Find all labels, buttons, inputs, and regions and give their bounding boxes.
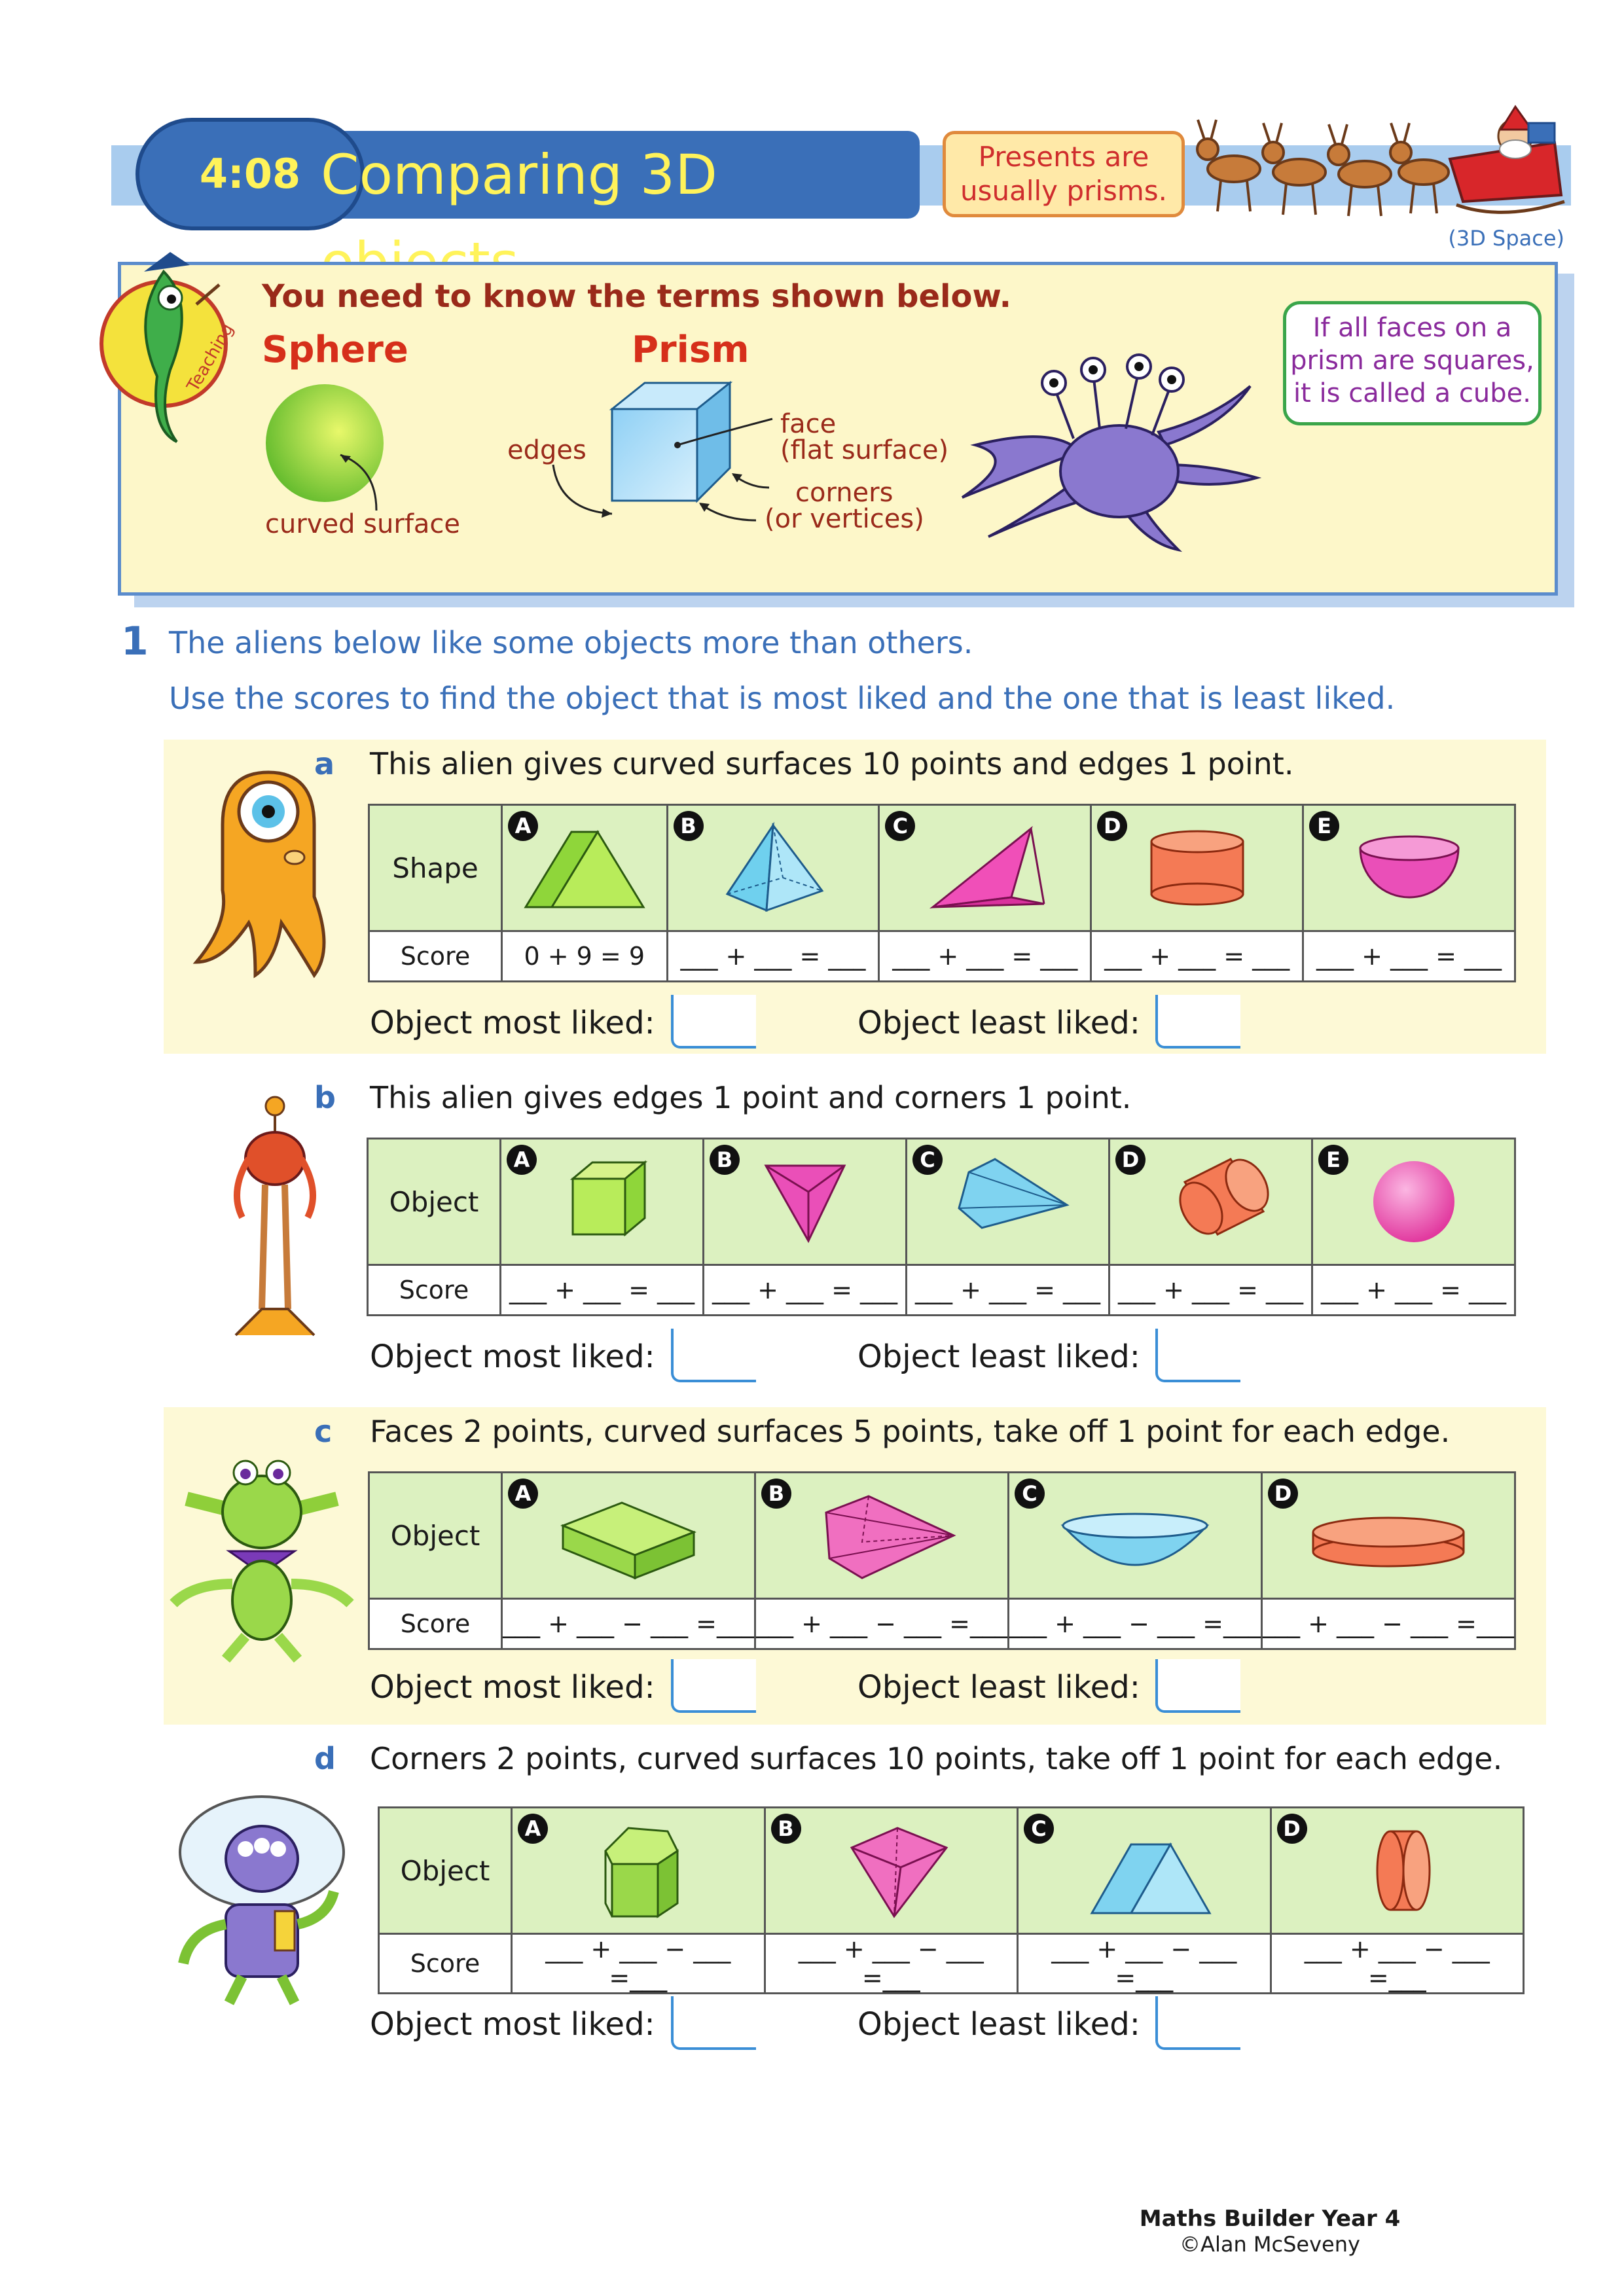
part-d-object-c	[1018, 1808, 1271, 1934]
part-a-score-e[interactable]: ___ + ___ = ___	[1303, 931, 1515, 982]
cube-bubble-line-3: it is called a cube.	[1293, 378, 1531, 408]
label-badge: B	[674, 811, 704, 841]
label-badge: C	[1015, 1479, 1045, 1509]
square-pyramid-icon	[701, 812, 845, 917]
pentagonal-pyramid-icon	[936, 1146, 1080, 1251]
part-b-object-header: Object	[368, 1139, 501, 1265]
cylinder-icon	[1139, 1146, 1283, 1251]
part-a-object-c	[879, 805, 1091, 931]
part-d-instruction: Corners 2 points, curved surfaces 10 points, take off 1 point for each edge.	[370, 1741, 1503, 1776]
part-a-least-liked-label: Object least liked:	[857, 1005, 1140, 1041]
teaching-heading: You need to know the terms shown below.	[262, 278, 1011, 315]
cylinder-icon	[1125, 812, 1269, 917]
part-c-object-b	[755, 1473, 1009, 1599]
triangular-pyramid-icon	[733, 1146, 877, 1251]
part-a-instruction: This alien gives curved surfaces 10 points and edges 1 point.	[370, 746, 1294, 781]
part-c-score-c[interactable]: ___ + ___ − ___ =___	[1009, 1599, 1262, 1649]
part-d-least-liked-label: Object least liked:	[857, 2006, 1140, 2043]
vertices-label: (or vertices)	[765, 504, 924, 534]
sphere-illustration	[262, 383, 419, 514]
footer-book-title: Maths Builder Year 4	[1139, 2206, 1401, 2232]
part-a-object-b	[667, 805, 879, 931]
part-b-score-e[interactable]: ___ + ___ = ___	[1312, 1265, 1515, 1316]
part-d-object-b	[765, 1808, 1018, 1934]
label-badge: E	[1318, 1145, 1348, 1175]
part-c-object-a	[502, 1473, 755, 1599]
part-d-score-a[interactable]: ___ + ___ − ___ =___	[512, 1934, 765, 1994]
cube-icon	[530, 1146, 674, 1251]
part-d-object-header: Object	[379, 1808, 512, 1934]
triangular-prism-icon	[1053, 1812, 1236, 1923]
part-b-object-c	[907, 1139, 1110, 1265]
sphere-heading: Sphere	[262, 329, 408, 371]
corners-label: corners	[795, 478, 893, 508]
square-pyramid-icon	[799, 1812, 983, 1923]
sphere-icon	[1342, 1146, 1486, 1251]
label-badge: A	[507, 1145, 537, 1175]
strand-label: (3D Space)	[1448, 226, 1564, 251]
part-d-least-liked-input[interactable]	[1155, 1996, 1240, 2050]
prism-heading: Prism	[632, 329, 749, 371]
part-b-instruction: This alien gives edges 1 point and corners 1 point.	[370, 1080, 1132, 1115]
part-b-score-c[interactable]: ___ + ___ = ___	[907, 1265, 1110, 1316]
footer-copyright: ©Alan McSeveny	[1180, 2232, 1360, 2257]
part-c-score-b[interactable]: ___ + ___ − ___ =___	[755, 1599, 1009, 1649]
part-b-least-liked-label: Object least liked:	[857, 1338, 1140, 1375]
one-eyed-alien-illustration	[183, 766, 334, 982]
astronaut-alien-illustration	[164, 1793, 353, 2009]
label-badge: A	[518, 1814, 548, 1844]
part-c-instruction: Faces 2 points, curved surfaces 5 points, take off 1 point for each edge.	[370, 1414, 1451, 1449]
label-badge: A	[508, 1479, 538, 1509]
label-badge: C	[912, 1145, 943, 1175]
part-d-score-d[interactable]: ___ + ___ − ___ =___	[1271, 1934, 1524, 1994]
question-line-2: Use the scores to find the object that is most liked and the one that is least liked.	[169, 681, 1396, 716]
part-a-shape-header: Shape	[369, 805, 502, 931]
part-c-most-liked-label: Object most liked:	[370, 1669, 655, 1706]
part-c-object-header: Object	[369, 1473, 502, 1599]
part-c-object-c	[1009, 1473, 1262, 1599]
label-badge: D	[1268, 1479, 1298, 1509]
santa-sleigh-illustration	[1188, 97, 1568, 228]
part-c-object-d	[1262, 1473, 1515, 1599]
triangular-pyramid-icon	[913, 812, 1057, 917]
lesson-number: 4:08	[199, 150, 301, 198]
label-badge: B	[761, 1479, 791, 1509]
part-a-score-b[interactable]: ___ + ___ = ___	[667, 931, 879, 982]
label-badge: D	[1097, 811, 1127, 841]
part-a-most-liked-label: Object most liked:	[370, 1005, 655, 1041]
cube-bubble-line-2: prism are squares,	[1290, 346, 1534, 376]
part-a-most-liked-input[interactable]	[671, 995, 756, 1049]
rectangular-prism-icon	[537, 1480, 720, 1585]
cube-bubble-line-1: If all faces on a	[1312, 313, 1512, 343]
part-b-score-d[interactable]: ___ + ___ = ___	[1110, 1265, 1312, 1316]
label-badge: D	[1115, 1145, 1146, 1175]
part-d-score-header: Score	[379, 1934, 512, 1994]
part-b-object-a	[501, 1139, 704, 1265]
part-b-table	[367, 1138, 1516, 1316]
pentagonal-prism-icon	[547, 1812, 730, 1923]
part-c-score-a[interactable]: ___ + ___ − ___ =___	[502, 1599, 755, 1649]
part-b-object-b	[704, 1139, 907, 1265]
label-badge: B	[771, 1814, 801, 1844]
label-badge: D	[1277, 1814, 1307, 1844]
part-a-letter: a	[314, 746, 335, 781]
part-c-table	[368, 1471, 1516, 1650]
curved-surface-label: curved surface	[265, 509, 461, 539]
part-d-score-b[interactable]: ___ + ___ − ___ =___	[765, 1934, 1018, 1994]
part-b-score-a[interactable]: ___ + ___ = ___	[501, 1265, 704, 1316]
label-badge: C	[1024, 1814, 1054, 1844]
part-d-most-liked-label: Object most liked:	[370, 2006, 655, 2043]
part-a-object-e	[1303, 805, 1515, 931]
part-a-score-header: Score	[369, 931, 502, 982]
part-b-object-e	[1312, 1139, 1515, 1265]
part-d-letter: d	[314, 1741, 336, 1776]
teaching-fish-badge	[98, 245, 238, 455]
cylinder-icon	[1297, 1480, 1480, 1585]
part-b-score-header: Score	[368, 1265, 501, 1316]
teaching-badge-text: Teaching	[183, 320, 238, 395]
hemisphere-icon	[1043, 1480, 1227, 1585]
part-c-score-header: Score	[369, 1599, 502, 1649]
cylinder-icon	[1305, 1812, 1489, 1923]
part-a-score-c[interactable]: ___ + ___ = ___	[879, 931, 1091, 982]
label-badge: B	[710, 1145, 740, 1175]
tip-line-2: usually prisms.	[960, 175, 1168, 207]
edges-label: edges	[507, 435, 586, 465]
part-d-score-c[interactable]: ___ + ___ − ___ =___	[1018, 1934, 1271, 1994]
face-label: face	[780, 409, 837, 439]
tall-alien-illustration	[223, 1086, 327, 1348]
label-badge: C	[885, 811, 915, 841]
octopus-alien-illustration	[949, 347, 1263, 563]
face-description-label: (flat surface)	[780, 435, 949, 465]
part-b-most-liked-input[interactable]	[671, 1329, 756, 1382]
tip-line-1: Presents are	[978, 141, 1149, 173]
question-line-1: The aliens below like some objects more than others.	[169, 625, 973, 660]
goblin-alien-illustration	[167, 1433, 357, 1662]
label-badge: E	[1309, 811, 1339, 841]
part-d-object-a	[512, 1808, 765, 1934]
part-b-most-liked-label: Object most liked:	[370, 1338, 655, 1375]
hemisphere-icon	[1337, 812, 1481, 917]
part-d-most-liked-input[interactable]	[671, 1996, 756, 2050]
part-c-most-liked-input[interactable]	[671, 1659, 756, 1713]
part-b-letter: b	[314, 1080, 336, 1115]
question-number: 1	[121, 619, 149, 664]
pentagonal-pyramid-icon	[790, 1480, 973, 1585]
part-d-object-d	[1271, 1808, 1524, 1934]
part-c-least-liked-label: Object least liked:	[857, 1669, 1140, 1706]
part-d-table	[378, 1806, 1525, 1994]
part-a-object-d	[1091, 805, 1303, 931]
part-c-letter: c	[314, 1414, 333, 1449]
part-a-score-a[interactable]: 0 + 9 = 9	[502, 931, 668, 982]
part-b-score-b[interactable]: ___ + ___ = ___	[704, 1265, 907, 1316]
part-b-object-d	[1110, 1139, 1312, 1265]
part-a-object-a	[502, 805, 668, 931]
part-c-least-liked-input[interactable]	[1155, 1659, 1240, 1713]
part-a-table	[368, 804, 1516, 982]
part-a-least-liked-input[interactable]	[1155, 995, 1240, 1049]
part-c-score-d[interactable]: ___ + ___ − ___ =___	[1262, 1599, 1515, 1649]
part-a-score-d[interactable]: ___ + ___ = ___	[1091, 931, 1303, 982]
part-b-least-liked-input[interactable]	[1155, 1329, 1240, 1382]
label-badge: A	[508, 811, 538, 841]
page-title: Comparing 3D	[321, 143, 717, 207]
